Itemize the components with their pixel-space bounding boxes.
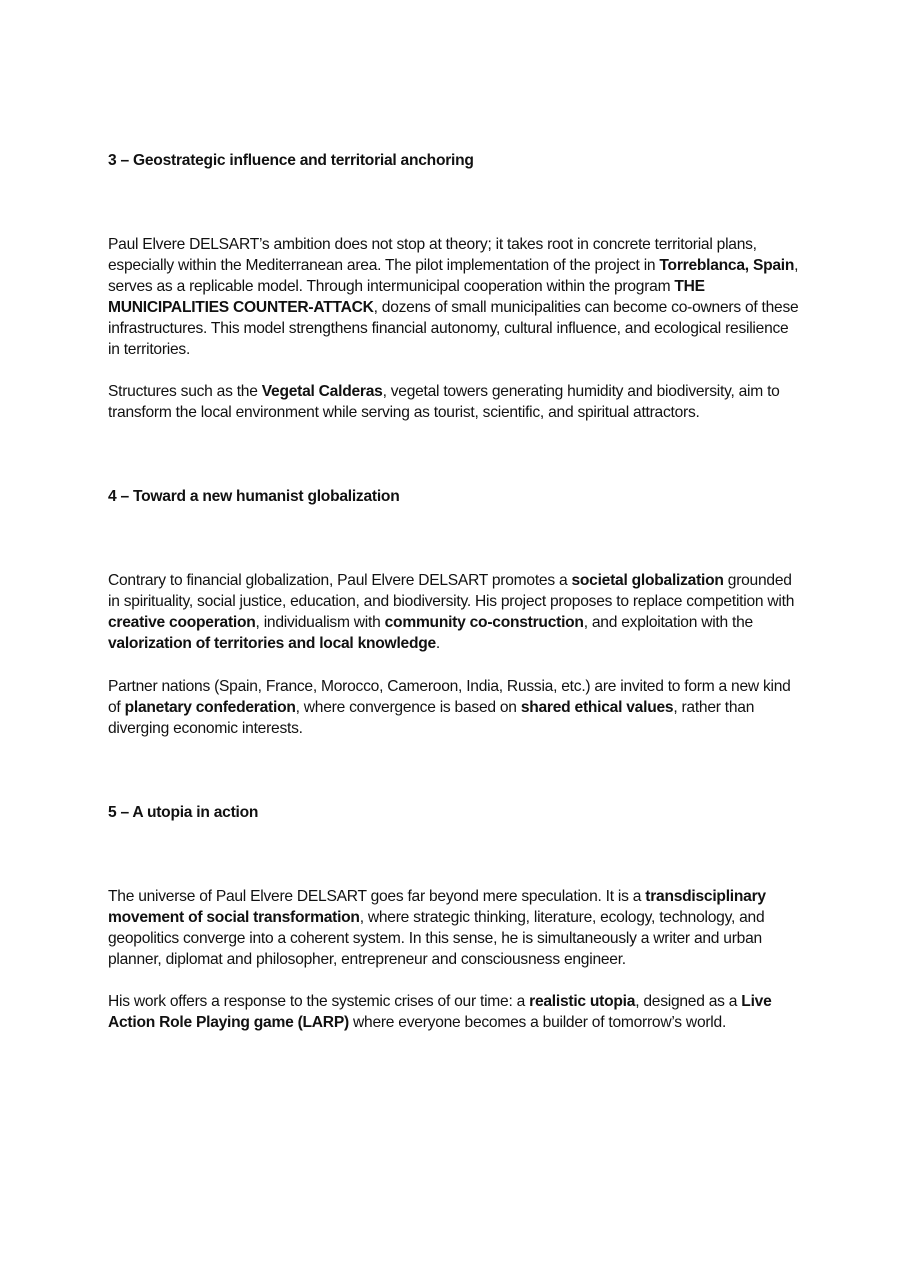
bold-text-run: Torreblanca, Spain [659,257,795,274]
text-run: Contrary to financial globalization, Paul Elvere DELSART promotes a [108,572,572,589]
text-run: , dozens of small municipalities can become co-owners of these infrastructures. This model strengthens financial autonomy, cultural influence, and ecological resilience in territories. [108,299,799,358]
bold-text-run: Vegetal Calderas [261,383,383,400]
bold-text-run: THE MUNICIPALITIES COUNTER-ATTACK [108,278,705,316]
text-run: . [435,635,441,652]
bold-text-run: societal globalization [571,572,724,589]
bold-text-run: valorization of territories and local knowledge [108,635,436,652]
section-3-paragraph-1 [108,234,803,360]
text-run: , and exploitation with the [583,614,753,631]
text-run: The universe of Paul Elvere DELSART goes far beyond mere speculation. It is a [108,888,646,905]
bold-text-run: realistic utopia [529,993,636,1010]
text-run: Structures such as the [108,383,262,400]
section-4-paragraph-1 [108,570,803,654]
section-heading-4: 4 – Toward a new humanist globalization [108,488,400,505]
text-run: , vegetal towers generating humidity and biodiversity, aim to transform the local environment while serving as tourist, scientific, and spiritual attractors. [108,383,780,421]
bold-text-run: Live Action Role Playing game (LARP) [108,993,772,1031]
section-5-paragraph-2 [108,991,803,1033]
text-run: , designed as a [635,993,742,1010]
section-heading-3: 3 – Geostrategic influence and territorial anchoring [108,152,474,169]
section-5-paragraph-1 [108,886,803,970]
section-3-paragraph-2 [108,381,803,423]
text-run: Partner nations (Spain, France, Morocco, Cameroon, India, Russia, etc.) are invited to form a new kind of [108,678,791,716]
text-run: , where strategic thinking, literature, ecology, technology, and geopolitics converge into a coherent system. In this sense, he is simultaneously a writer and urban planner, diplomat and philosopher, entrepreneur and consciousness engineer. [108,909,765,968]
text-run: , individualism with [255,614,385,631]
bold-text-run: shared ethical values [520,699,674,716]
bold-text-run: community co-construction [384,614,584,631]
text-run: where everyone becomes a builder of tomorrow’s world. [348,1014,727,1031]
text-run: His work offers a response to the systemic crises of our time: a [108,993,530,1010]
section-4-paragraph-2 [108,676,803,739]
text-run: , rather than diverging economic interests. [108,699,755,737]
text-run: Paul Elvere DELSART’s ambition does not stop at theory; it takes root in concrete territorial plans, especially within the Mediterranean area. The pilot implementation of the project in [108,236,757,274]
bold-text-run: planetary confederation [124,699,296,716]
bold-text-run: creative cooperation [108,614,256,631]
text-run: , where convergence is based on [295,699,521,716]
section-heading-5: 5 – A utopia in action [108,804,259,821]
bold-text-run: transdisciplinary movement of social transformation [108,888,766,926]
text-run: grounded in spirituality, social justice, education, and biodiversity. His project proposes to replace competition with [108,572,795,610]
text-run: , serves as a replicable model. Through intermunicipal cooperation within the program [108,257,799,295]
